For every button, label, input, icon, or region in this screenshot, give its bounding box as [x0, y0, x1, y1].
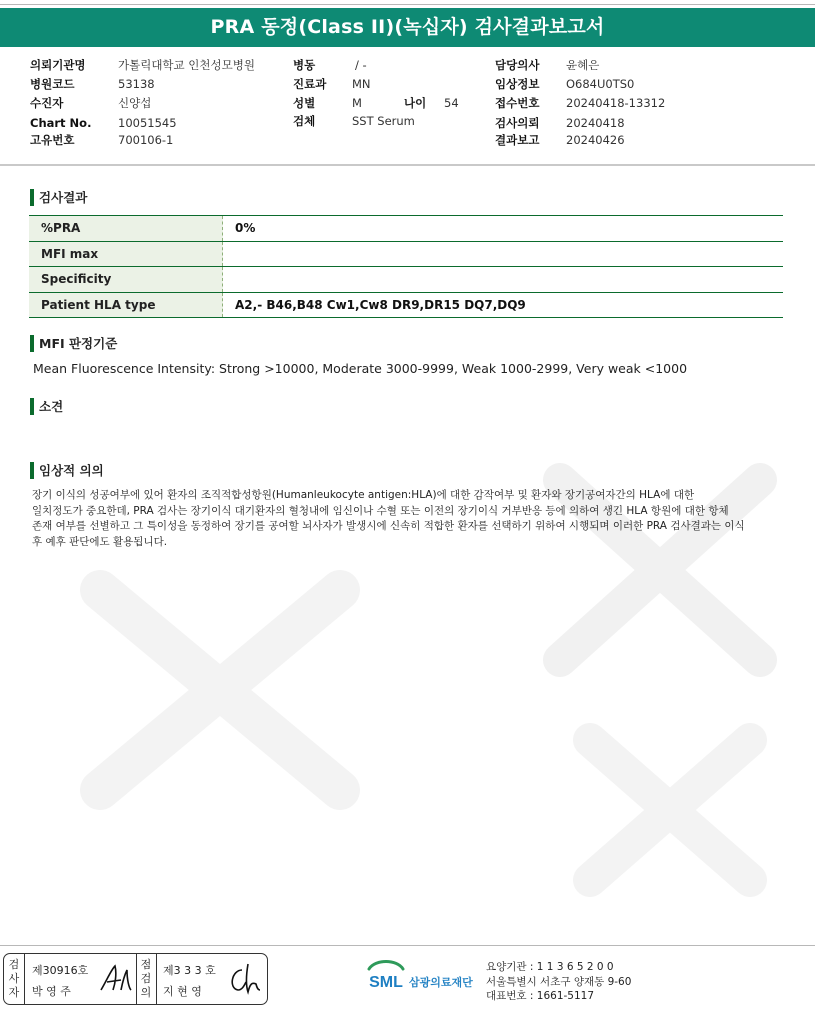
result-value: A2,- B46,B48 Cw1,Cw8 DR9,DR15 DQ7,DQ9	[235, 297, 526, 312]
signature-box	[3, 953, 268, 1005]
watermark-cross-icon-3	[530, 680, 810, 940]
patient-info	[0, 56, 815, 156]
dept-label: 진료과	[293, 77, 327, 91]
table-row	[29, 267, 783, 293]
examiner-name: 박 영 주	[32, 985, 71, 998]
org-info	[486, 960, 631, 1004]
logo-text: SML	[369, 974, 403, 991]
result-value	[223, 242, 783, 267]
request-date-value: 20240418	[566, 116, 625, 130]
table-row	[29, 216, 783, 242]
clinical-line: 존재 여부를 선별하고 그 특이성을 동정하여 장기를 공여할 뇌사자가 발생시에 신속히 적합한 환자를 선택하기 위하여 시행되며 이러한 PRA 검사결과는 이식	[32, 520, 745, 532]
hospital-code-value: 53138	[118, 77, 155, 91]
sml-logo-icon	[365, 959, 407, 993]
table-row	[29, 242, 783, 268]
watermark-cross-icon	[500, 420, 815, 720]
care-code: 요양기관 : 1 1 3 6 5 2 0 0	[486, 961, 614, 973]
clinical-line: 일치정도가 중요한데, PRA 검사는 장기이식 대기환자의 혈청내에 임신이나 수혈 또는 이전의 장기이식 거부반응 등에 의하여 생긴 HLA 항원에 대한 항체	[32, 504, 729, 517]
signature-separator	[136, 954, 137, 1004]
specimen-value: SST Serum	[352, 114, 415, 128]
sex-label: 성별	[293, 96, 316, 110]
table-row	[29, 293, 783, 319]
chart-no-label: Chart No.	[30, 116, 92, 130]
examiner-signature-icon	[97, 960, 135, 998]
receipt-no-label: 접수번호	[495, 96, 540, 110]
org-address: 서울특별시 서초구 양재동 9-60	[486, 975, 632, 988]
reviewer-name: 지 현 영	[163, 985, 202, 998]
result-key: MFI max	[29, 242, 223, 267]
chart-no-value: 10051545	[118, 116, 177, 130]
unique-no-label: 고유번호	[30, 133, 75, 147]
unique-no-value: 700106-1	[118, 133, 174, 147]
doctor-label: 담당의사	[495, 58, 540, 72]
result-value: 0%	[235, 221, 256, 235]
clinical-info-value: O684U0TS0	[566, 77, 635, 91]
signature-separator	[24, 954, 25, 1004]
result-value	[223, 267, 783, 292]
age-label: 나이	[404, 96, 427, 110]
watermark-cross-icon-2	[30, 520, 410, 850]
doctor-value: 윤혜은	[566, 58, 600, 72]
ward-label: 병동	[293, 58, 316, 72]
institution-value: 가톨릭대학교 인천성모병원	[118, 58, 255, 72]
result-key: Specificity	[29, 267, 223, 292]
reviewer-label: 점검의	[140, 958, 152, 999]
sex-value: M	[352, 96, 362, 110]
clinical-line: 장기 이식의 성공여부에 있어 환자의 조직적합성항원(Humanleukocyte antigen:HLA)에 대한 감작여부 및 환자와 장기공여자간의 HLA에 대한	[32, 489, 695, 501]
section-clinical-title: 임상적 의의	[30, 462, 104, 479]
section-opinion-title: 소견	[30, 398, 63, 415]
header-divider	[0, 164, 815, 166]
request-date-label: 검사의뢰	[495, 116, 540, 130]
clinical-significance-text	[32, 488, 787, 550]
patient-value: 신양섭	[118, 96, 152, 110]
section-results-title: 검사결과	[30, 189, 87, 206]
mfi-criteria-text: Mean Fluorescence Intensity: Strong >10000, Moderate 3000-9999, Weak 1000-2999, Very weak <1000	[33, 361, 688, 376]
age-value: 54	[444, 96, 459, 110]
results-table	[29, 215, 783, 318]
report-date-label: 결과보고	[495, 133, 540, 147]
signature-separator	[156, 954, 157, 1004]
ward-value: / -	[355, 58, 367, 72]
institution-label: 의뢰기관명	[30, 58, 86, 72]
examiner-license: 제30916호	[32, 964, 89, 977]
report-title: PRA 동정(Class II)(녹십자) 검사결과보고서	[0, 8, 815, 47]
reviewer-license: 제3 3 3 호	[163, 964, 216, 977]
section-mfi-title: MFI 판정기준	[30, 335, 117, 352]
reviewer-signature-icon	[224, 960, 264, 998]
result-key: %PRA	[29, 216, 223, 241]
hospital-code-label: 병원코드	[30, 77, 75, 91]
footer-rule	[0, 945, 815, 946]
receipt-no-value: 20240418-13312	[566, 96, 666, 110]
result-key: Patient HLA type	[29, 293, 223, 318]
examiner-label: 검사자	[8, 958, 20, 999]
patient-label: 수진자	[30, 96, 64, 110]
report-date-value: 20240426	[566, 133, 625, 147]
org-phone: 대표번호 : 1661-5117	[486, 990, 595, 1002]
dept-value: MN	[352, 77, 371, 91]
clinical-info-label: 임상정보	[495, 77, 540, 91]
org-name: 삼광의료재단	[409, 976, 473, 989]
top-rule	[0, 4, 815, 5]
clinical-line: 후 예후 판단에도 활용됩니다.	[32, 535, 168, 548]
specimen-label: 검체	[293, 114, 316, 128]
